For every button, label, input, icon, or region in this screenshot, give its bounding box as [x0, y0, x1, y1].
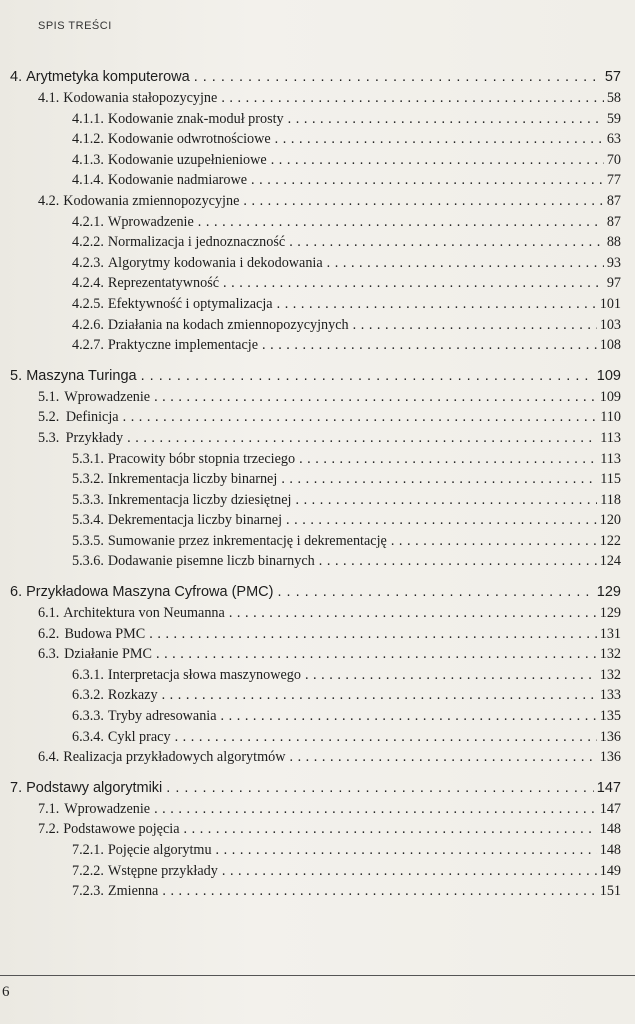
dot-leader: [222, 861, 597, 882]
subsection-entry: [0, 469, 635, 490]
entry-page-number: 148: [599, 842, 621, 858]
dot-leader: [275, 129, 604, 150]
running-head: SPIS TREŚCI: [38, 20, 112, 32]
entry-page-number: 118: [600, 491, 621, 508]
entry-title: Wprowadzenie: [107, 213, 194, 230]
entry-page-number: 77: [606, 172, 621, 189]
dot-leader: [223, 273, 604, 294]
dot-leader: [319, 551, 597, 572]
dot-leader: [198, 212, 603, 233]
entry-number: 4.2.: [38, 192, 60, 209]
table-of-contents: [0, 66, 635, 911]
entry-page-number: 103: [599, 316, 621, 333]
entry-number: 4.1.4.: [72, 172, 104, 189]
entry-number: 7.2.3.: [72, 883, 104, 900]
section-entry: [0, 428, 635, 449]
subsection-entry: [0, 129, 635, 150]
entry-title: Budowa PMC: [64, 625, 146, 642]
entry-page-number: 70: [606, 151, 621, 168]
entry-number: 4.2.6.: [72, 316, 104, 333]
entry-title: Kodowanie uzupełnieniowe: [107, 151, 267, 168]
subsection-entry: [0, 531, 635, 552]
entry-page-number: 88: [606, 234, 621, 251]
entry-number: 5.3.6.: [72, 553, 104, 570]
entry-page-number: 58: [606, 90, 621, 106]
entry-number: 4.1.3.: [72, 151, 104, 168]
chapter-entry: [0, 581, 635, 603]
entry-number: 6.3.2.: [72, 687, 104, 704]
entry-page-number: 135: [599, 708, 621, 725]
subsection-entry: [0, 170, 635, 191]
entry-number: 5.3.5.: [72, 532, 104, 549]
dot-leader: [162, 685, 597, 706]
subsection-entry: [0, 232, 635, 253]
entry-title: Normalizacja i jednoznaczność: [107, 234, 286, 251]
entry-page-number: 148: [599, 821, 621, 838]
entry-title: Rozkazy: [107, 687, 158, 704]
entry-number: 6.4.: [38, 749, 60, 766]
entry-number: 4.2.2.: [72, 234, 104, 251]
entry-page-number: 122: [599, 532, 621, 549]
chapter-entry: [0, 66, 635, 88]
entry-page-number: 147: [599, 800, 621, 817]
subsection-entry: [0, 109, 635, 130]
subsection-entry: [0, 490, 635, 511]
dot-leader: [243, 191, 603, 212]
entry-number: 7.2.: [38, 821, 60, 838]
entry-number: 4.1.2.: [72, 131, 104, 148]
subsection-entry: [0, 510, 635, 531]
entry-title: Reprezentatywność: [107, 275, 220, 292]
entry-number: 4.: [10, 69, 23, 85]
entry-title: Dodawanie pisemne liczb binarnych: [107, 553, 315, 570]
entry-number: 7.2.1.: [72, 842, 104, 858]
entry-title: Pojęcie algorytmu: [107, 842, 212, 858]
entry-number: 4.2.5.: [72, 295, 104, 312]
dot-leader: [353, 315, 597, 336]
entry-page-number: 132: [599, 646, 621, 663]
entry-page-number: 136: [599, 728, 621, 745]
dot-leader: [251, 170, 604, 191]
entry-number: 7.: [10, 779, 23, 796]
subsection-entry: [0, 294, 635, 315]
entry-title: Podstawowe pojęcia: [63, 821, 180, 838]
subsection-entry: [0, 881, 635, 902]
subsection-entry: [0, 727, 635, 748]
entry-page-number: 87: [606, 213, 621, 230]
entry-title: Kodowanie znak-moduł prosty: [107, 110, 284, 127]
entry-page-number: 110: [600, 409, 621, 426]
section-entry: [0, 644, 635, 665]
chapter-entry: [0, 365, 635, 387]
entry-page-number: 101: [599, 295, 621, 312]
entry-number: 7.1.: [38, 800, 60, 817]
subsection-entry: [0, 449, 635, 470]
dot-leader: [327, 253, 604, 274]
subsection-entry: [0, 685, 635, 706]
entry-title: Podstawy algorytmiki: [26, 779, 163, 796]
dot-leader: [221, 88, 603, 109]
dot-leader: [286, 510, 597, 531]
entry-number: 5.: [10, 367, 23, 384]
entry-title: Tryby adresowania: [107, 708, 217, 725]
entry-page-number: 57: [604, 69, 621, 85]
entry-page-number: 124: [599, 553, 621, 570]
page-number: 6: [2, 984, 10, 1000]
dot-leader: [271, 150, 604, 171]
section-entry: [0, 407, 635, 428]
entry-page-number: 132: [599, 666, 621, 683]
footer-rule: [0, 975, 635, 976]
section-entry: [0, 819, 635, 840]
entry-title: Inkrementacja liczby dziesiętnej: [107, 491, 292, 508]
chapter-entry: [0, 777, 635, 799]
chapter-block: [0, 66, 635, 356]
entry-number: 4.1.: [38, 90, 60, 106]
entry-page-number: 93: [606, 254, 621, 271]
entry-title: Algorytmy kodowania i dekodowania: [107, 254, 323, 271]
entry-page-number: 131: [599, 625, 621, 642]
entry-number: 4.2.7.: [72, 337, 104, 354]
entry-number: 5.3.: [38, 429, 60, 446]
subsection-entry: [0, 840, 635, 861]
entry-title: Działanie PMC: [64, 646, 152, 663]
dot-leader: [149, 624, 596, 645]
dot-leader: [288, 109, 604, 130]
subsection-entry: [0, 212, 635, 233]
dot-leader: [391, 531, 597, 552]
entry-number: 7.2.2.: [72, 862, 104, 879]
dot-leader: [229, 603, 597, 624]
section-entry: [0, 88, 635, 109]
chapter-block: [0, 777, 635, 902]
dot-leader: [262, 335, 597, 356]
entry-title: Działania na kodach zmiennopozycyjnych: [107, 316, 349, 333]
subsection-entry: [0, 551, 635, 572]
dot-leader: [305, 665, 597, 686]
entry-page-number: 113: [600, 429, 621, 446]
entry-number: 5.2.: [38, 409, 60, 426]
entry-title: Architektura von Neumanna: [63, 605, 225, 622]
chapter-block: [0, 581, 635, 768]
dot-leader: [299, 449, 597, 470]
entry-title: Inkrementacja liczby binarnej: [107, 471, 278, 488]
entry-number: 5.3.1.: [72, 450, 104, 467]
dot-leader: [162, 881, 596, 902]
entry-title: Kodowania stałopozycyjne: [63, 90, 218, 106]
entry-title: Sumowanie przez inkrementację i dekrementację: [107, 532, 387, 549]
entry-title: Efektywność i optymalizacja: [107, 295, 273, 312]
chapter-block: [0, 365, 635, 572]
entry-title: Wstępne przykłady: [107, 862, 218, 879]
entry-number: 6.3.3.: [72, 708, 104, 725]
entry-page-number: 109: [596, 367, 621, 384]
entry-page-number: 129: [596, 584, 621, 601]
entry-number: 6.1.: [38, 605, 60, 622]
section-entry: [0, 387, 635, 408]
entry-number: 6.3.4.: [72, 728, 104, 745]
dot-leader: [289, 747, 596, 768]
entry-title: Maszyna Turinga: [26, 367, 137, 384]
subsection-entry: [0, 861, 635, 882]
dot-leader: [141, 365, 594, 387]
entry-title: Kodowanie nadmiarowe: [107, 172, 247, 189]
subsection-entry: [0, 273, 635, 294]
dot-leader: [166, 777, 594, 799]
dot-leader: [154, 799, 597, 820]
entry-page-number: 136: [599, 749, 621, 766]
entry-number: 6.2.: [38, 625, 60, 642]
entry-page-number: 59: [606, 110, 621, 127]
dot-leader: [289, 232, 604, 253]
section-entry: [0, 624, 635, 645]
dot-leader: [127, 428, 597, 449]
dot-leader: [154, 387, 597, 408]
section-entry: [0, 799, 635, 820]
dot-leader: [221, 706, 597, 727]
entry-title: Kodowanie odwrotnościowe: [107, 131, 271, 148]
entry-page-number: 133: [599, 687, 621, 704]
entry-number: 5.3.3.: [72, 491, 104, 508]
dot-leader: [175, 727, 597, 748]
dot-leader: [216, 840, 597, 861]
entry-title: Definicja: [65, 409, 119, 426]
entry-title: Przykłady: [65, 429, 124, 446]
section-entry: [0, 603, 635, 624]
entry-number: 4.2.3.: [72, 254, 104, 271]
entry-number: 5.3.2.: [72, 471, 104, 488]
entry-title: Dekrementacja liczby binarnej: [107, 512, 283, 529]
subsection-entry: [0, 665, 635, 686]
entry-number: 4.1.1.: [72, 110, 104, 127]
entry-page-number: 109: [599, 388, 621, 405]
entry-number: 6.3.1.: [72, 666, 104, 683]
dot-leader: [281, 469, 597, 490]
entry-title: Wprowadzenie: [64, 800, 151, 817]
entry-number: 6.: [10, 584, 23, 601]
entry-number: 5.3.4.: [72, 512, 104, 529]
entry-page-number: 63: [606, 131, 621, 148]
entry-number: 5.1.: [38, 388, 60, 405]
entry-title: Kodowania zmiennopozycyjne: [63, 192, 240, 209]
entry-page-number: 97: [606, 275, 621, 292]
entry-title: Interpretacja słowa maszynowego: [107, 666, 301, 683]
entry-title: Zmienna: [107, 883, 159, 900]
entry-page-number: 115: [600, 471, 621, 488]
entry-page-number: 113: [600, 450, 621, 467]
dot-leader: [184, 819, 597, 840]
dot-leader: [277, 294, 597, 315]
entry-page-number: 151: [599, 883, 621, 900]
section-entry: [0, 747, 635, 768]
entry-title: Wprowadzenie: [64, 388, 151, 405]
dot-leader: [277, 581, 593, 603]
entry-title: Cykl pracy: [107, 728, 171, 745]
entry-title: Pracowity bóbr stopnia trzeciego: [107, 450, 296, 467]
entry-title: Praktyczne implementacje: [107, 337, 259, 354]
subsection-entry: [0, 150, 635, 171]
section-entry: [0, 191, 635, 212]
dot-leader: [194, 66, 602, 88]
subsection-entry: [0, 315, 635, 336]
entry-page-number: 87: [606, 192, 621, 209]
entry-page-number: 129: [599, 605, 621, 622]
entry-page-number: 108: [599, 337, 621, 354]
entry-number: 6.3.: [38, 646, 60, 663]
entry-title: Realizacja przykładowych algorytmów: [63, 749, 286, 766]
entry-page-number: 149: [599, 862, 621, 879]
dot-leader: [123, 407, 598, 428]
entry-title: Arytmetyka komputerowa: [26, 69, 190, 85]
entry-page-number: 120: [599, 512, 621, 529]
entry-number: 4.2.1.: [72, 213, 104, 230]
subsection-entry: [0, 335, 635, 356]
entry-page-number: 147: [596, 779, 621, 796]
subsection-entry: [0, 253, 635, 274]
entry-number: 4.2.4.: [72, 275, 104, 292]
subsection-entry: [0, 706, 635, 727]
dot-leader: [156, 644, 597, 665]
dot-leader: [295, 490, 597, 511]
entry-title: Przykładowa Maszyna Cyfrowa (PMC): [26, 584, 274, 601]
